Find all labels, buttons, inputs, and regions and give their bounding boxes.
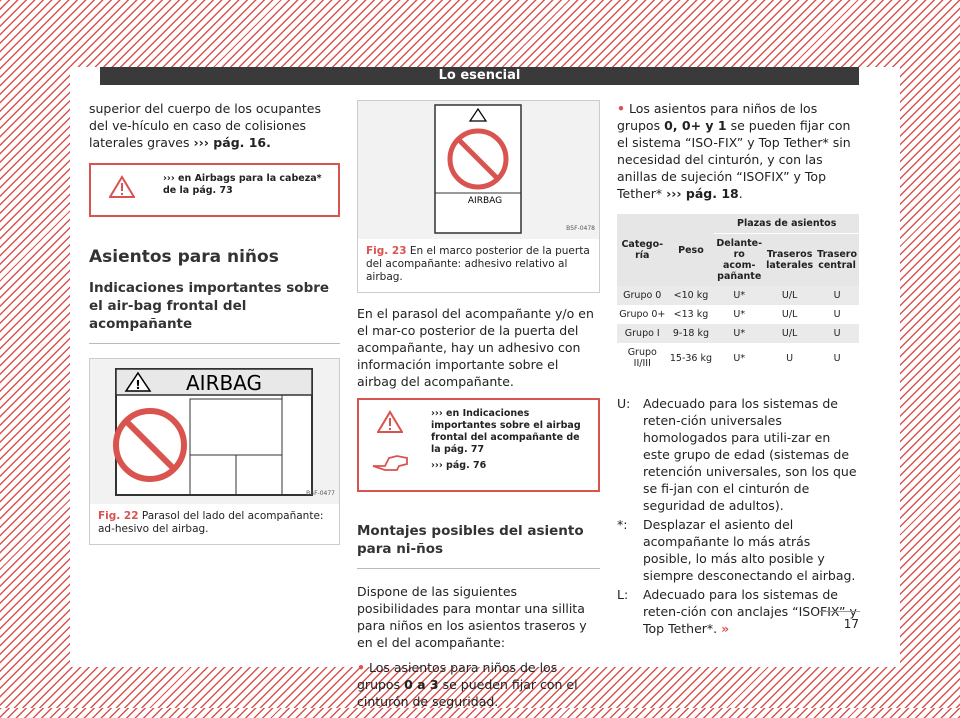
note-reference: ››› pág. 76	[431, 460, 487, 471]
table-row: Grupo I 9-18 kg U* U/L U	[617, 324, 859, 343]
bullet-item: • Los asientos para niños de los grupos 0 a 3 se pueden fijar con el cinturón de seguridad.	[357, 660, 578, 709]
warning-note-text: ››› en Indicaciones importantes sobre el airbag frontal del acompañante de la pág. 77	[431, 408, 581, 455]
column-2	[357, 100, 600, 718]
figure-code: B5F-0477	[306, 490, 335, 497]
warning-note-text: ››› en Airbags para la cabeza* de la pág. 73	[163, 173, 322, 196]
legend-row: *: Desplazar el asiento del acompañante lo más atrás posible, lo más alto posible y siempre desconectando el airbag.	[617, 517, 856, 583]
legend	[617, 395, 859, 637]
table-row: Grupo 0+ <13 kg U* U/L U	[617, 305, 859, 324]
svg-text:AIRBAG: AIRBAG	[185, 371, 263, 395]
table-row: Grupo II/III 15-36 kg U* U U	[617, 343, 859, 373]
page-number: 17	[843, 617, 859, 631]
header-categoria: Catego-ría	[621, 239, 664, 261]
header-traseros: Traseros laterales	[766, 249, 814, 271]
subsection-title: Indicaciones importantes sobre el air-bag frontal del acompañante	[89, 279, 340, 344]
door-sticker-illustration	[358, 101, 599, 239]
section-title: Asientos para niños	[89, 247, 279, 267]
paragraph: En el parasol del acompañante y/o en el mar-co posterior de la puerta del acompañante, hay un adhesivo con información importante sobre el airbag del acompañante.	[357, 306, 594, 389]
column-1	[89, 100, 340, 545]
legend-row: L: Adecuado para los sistemas de reten-ción con anclajes “ISOFIX” y Top Tether*. »	[617, 587, 857, 636]
intro-paragraph: superior del cuerpo de los ocupantes del ve-hículo en caso de colisiones laterales graves ››› pág. 16.	[89, 101, 321, 150]
page-header: Lo esencial	[100, 67, 859, 85]
header-delantero: Delante-ro acom-pañante	[716, 238, 763, 282]
child-seat-table	[617, 214, 859, 373]
figure-22	[89, 358, 340, 545]
hand-icon	[371, 450, 411, 474]
column-3	[617, 100, 859, 639]
bullet-item: • Los asientos para niños de los grupos 0, 0+ y 1 se pueden fijar con el sistema “ISO-FIX” y Top Tether* sin necesidad del cinturón, y con las anillas de sujeción “ISOFIX” y Top Tether* ››› pág. 18.	[617, 101, 851, 201]
header-peso: Peso	[678, 244, 704, 256]
continue-arrow-icon: »	[721, 621, 730, 636]
figure-code: B5F-0478	[566, 225, 595, 232]
warning-triangle-icon	[109, 175, 135, 199]
door-sticker-image	[358, 101, 599, 239]
figure-caption: Fig. 23 En el marco posterior de la puerta del acompañante: adhesivo relativo al airbag.	[366, 245, 590, 283]
svg-text:!: !	[135, 378, 141, 392]
table-row: Grupo 0 <10 kg U* U/L U	[617, 286, 859, 305]
figure-23	[357, 100, 600, 293]
page-number-rule	[820, 611, 860, 612]
header-plazas: Plazas de asientos	[714, 214, 859, 234]
header-trasero-central: Trasero central	[817, 249, 857, 271]
legend-row: U: Adecuado para los sistemas de reten-ción universales homologados para utili-zar en este grupo de edad (sistemas de retención universales, son los que se fi-jan con el cinturón de seguridad de adultos).	[617, 396, 857, 513]
airbag-sticker-image	[90, 359, 339, 504]
svg-text:AIRBAG: AIRBAG	[467, 196, 503, 206]
warning-note	[89, 163, 340, 217]
warning-note	[357, 398, 600, 492]
airbag-sticker-illustration	[90, 359, 339, 504]
subsection-title: Montajes posibles del asiento para ni-ños	[357, 522, 600, 569]
warning-triangle-icon	[377, 410, 403, 434]
paragraph: Dispone de las siguientes posibilidades para montar una sillita para niños en los asientos traseros y en el del acompañante:	[357, 584, 587, 650]
figure-caption: Fig. 22 Parasol del lado del acompañante: ad-hesivo del airbag.	[98, 510, 324, 535]
